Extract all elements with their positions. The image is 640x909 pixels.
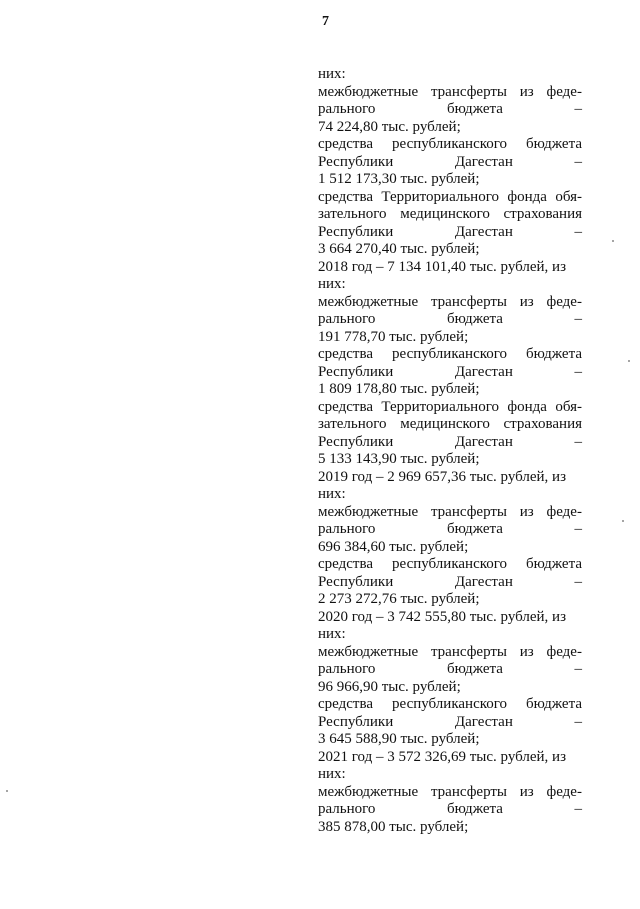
text-word: Дагестан <box>454 363 513 380</box>
text-line <box>318 626 582 644</box>
text-line <box>318 329 582 347</box>
text-line <box>318 766 582 784</box>
text-word: них: <box>318 766 346 782</box>
text-line <box>318 276 582 294</box>
text-word: них: <box>318 276 346 292</box>
text-word: Дагестан <box>454 713 513 730</box>
text-word: – <box>574 433 582 450</box>
text-word: обя- <box>555 398 582 415</box>
text-word: – <box>574 713 582 730</box>
text-word: средства <box>318 188 374 205</box>
text-word: 2021 год – 3 572 326,69 тыс. рублей, из <box>318 748 567 765</box>
text-word: 191 778,70 тыс. рублей; <box>318 328 469 345</box>
text-line <box>318 819 582 837</box>
text-word: – <box>574 521 582 537</box>
text-line <box>318 189 582 207</box>
text-word: 1 512 173,30 тыс. рублей; <box>318 171 480 187</box>
text-word: трансферты <box>430 83 508 100</box>
text-word: 2 273 272,76 тыс. рублей; <box>318 591 480 607</box>
text-word: – <box>574 153 582 170</box>
text-line <box>318 171 582 189</box>
text-word: – <box>574 573 582 590</box>
text-word: рального <box>318 661 376 677</box>
text-line <box>318 661 582 679</box>
text-word: обя- <box>555 188 582 205</box>
scan-speck <box>628 360 630 362</box>
text-word: фонда <box>507 188 547 205</box>
text-word: феде- <box>546 293 582 310</box>
text-line <box>318 224 582 242</box>
text-word: 696 384,60 тыс. рублей; <box>318 538 469 555</box>
text-word: бюджета <box>446 661 503 677</box>
text-line <box>318 609 582 627</box>
text-word: 3 645 588,90 тыс. рублей; <box>318 731 480 747</box>
text-word: средства <box>318 136 374 152</box>
text-word: рального <box>318 311 376 327</box>
text-word: трансферты <box>430 503 508 520</box>
text-line <box>318 749 582 767</box>
text-word: межбюджетные <box>318 783 419 800</box>
text-line <box>318 504 582 522</box>
text-line <box>318 469 582 487</box>
text-word: 2019 год – 2 969 657,36 тыс. рублей, из <box>318 468 567 485</box>
text-word: страхования <box>503 416 582 432</box>
text-word: средства <box>318 556 374 572</box>
text-word: из <box>519 83 534 100</box>
text-word: – <box>574 311 582 327</box>
page-number: 7 <box>322 14 329 29</box>
text-word: – <box>574 363 582 380</box>
text-line <box>318 574 582 592</box>
text-word: трансферты <box>430 643 508 660</box>
text-line <box>318 294 582 312</box>
text-line <box>318 84 582 102</box>
text-word: из <box>519 503 534 520</box>
text-line <box>318 714 582 732</box>
text-line <box>318 696 582 714</box>
text-word: Дагестан <box>454 433 513 450</box>
text-word: бюджета <box>526 556 582 572</box>
text-word: – <box>574 223 582 240</box>
text-word: Республики <box>318 713 394 730</box>
text-word: из <box>519 783 534 800</box>
text-word: из <box>519 293 534 310</box>
scan-speck <box>6 790 8 792</box>
text-word: Республики <box>318 363 394 380</box>
text-line <box>318 539 582 557</box>
text-word: 1 809 178,80 тыс. рублей; <box>318 381 480 397</box>
text-word: – <box>574 801 582 817</box>
text-word: из <box>519 643 534 660</box>
text-line <box>318 521 582 539</box>
text-word: 5 133 143,90 тыс. рублей; <box>318 451 480 467</box>
text-word: Территориального <box>381 398 499 415</box>
text-line <box>318 486 582 504</box>
text-line <box>318 136 582 154</box>
text-word: республиканского <box>392 696 508 712</box>
text-word: Дагестан <box>454 573 513 590</box>
text-word: зательного <box>318 416 387 432</box>
text-word: республиканского <box>392 556 508 572</box>
text-line <box>318 784 582 802</box>
text-word: бюджета <box>526 346 582 362</box>
text-word: Республики <box>318 573 394 590</box>
text-word: республиканского <box>392 136 508 152</box>
text-word: республиканского <box>392 346 508 362</box>
text-line <box>318 66 582 84</box>
text-word: средства <box>318 696 374 712</box>
text-line <box>318 381 582 399</box>
text-word: средства <box>318 346 374 362</box>
text-word: межбюджетные <box>318 503 419 520</box>
text-word: медицинского <box>400 206 490 222</box>
text-word: рального <box>318 521 376 537</box>
text-line <box>318 416 582 434</box>
text-line <box>318 399 582 417</box>
text-word: них: <box>318 626 346 642</box>
text-line <box>318 119 582 137</box>
document-text-column <box>318 66 582 836</box>
text-word: Республики <box>318 433 394 450</box>
text-word: феде- <box>546 643 582 660</box>
scan-speck <box>622 520 624 522</box>
text-word: зательного <box>318 206 387 222</box>
text-word: межбюджетные <box>318 83 419 100</box>
text-word: них: <box>318 66 346 82</box>
text-word: феде- <box>546 83 582 100</box>
text-line <box>318 206 582 224</box>
text-word: бюджета <box>446 101 503 117</box>
text-word: страхования <box>503 206 582 222</box>
text-word: Дагестан <box>454 223 513 240</box>
text-word: феде- <box>546 503 582 520</box>
text-word: них: <box>318 486 346 502</box>
text-word: Республики <box>318 153 394 170</box>
text-line <box>318 346 582 364</box>
text-line <box>318 644 582 662</box>
text-line <box>318 679 582 697</box>
text-word: – <box>574 101 582 117</box>
text-line <box>318 451 582 469</box>
text-word: бюджета <box>446 801 503 817</box>
text-word: 96 966,90 тыс. рублей; <box>318 678 461 695</box>
text-word: бюджета <box>526 696 582 712</box>
text-line <box>318 434 582 452</box>
text-word: Территориального <box>381 188 499 205</box>
text-word: бюджета <box>446 521 503 537</box>
text-word: Республики <box>318 223 394 240</box>
text-line <box>318 801 582 819</box>
text-word: рального <box>318 101 376 117</box>
text-line <box>318 591 582 609</box>
text-word: 2018 год – 7 134 101,40 тыс. рублей, из <box>318 258 567 275</box>
text-word: рального <box>318 801 376 817</box>
text-word: фонда <box>507 398 547 415</box>
text-line <box>318 259 582 277</box>
text-line <box>318 101 582 119</box>
text-line <box>318 731 582 749</box>
text-word: трансферты <box>430 293 508 310</box>
text-word: 74 224,80 тыс. рублей; <box>318 118 461 135</box>
text-line <box>318 241 582 259</box>
text-word: бюджета <box>446 311 503 327</box>
text-word: межбюджетные <box>318 293 419 310</box>
text-word: медицинского <box>400 416 490 432</box>
text-line <box>318 154 582 172</box>
text-word: трансферты <box>430 783 508 800</box>
text-word: средства <box>318 398 374 415</box>
text-word: Дагестан <box>454 153 513 170</box>
text-word: 385 878,00 тыс. рублей; <box>318 818 469 835</box>
text-word: 2020 год – 3 742 555,80 тыс. рублей, из <box>318 608 567 625</box>
text-word: бюджета <box>526 136 582 152</box>
text-word: межбюджетные <box>318 643 419 660</box>
text-line <box>318 364 582 382</box>
text-word: феде- <box>546 783 582 800</box>
text-word: – <box>574 661 582 677</box>
scan-speck <box>612 240 614 242</box>
text-word: 3 664 270,40 тыс. рублей; <box>318 241 480 257</box>
text-line <box>318 556 582 574</box>
text-line <box>318 311 582 329</box>
